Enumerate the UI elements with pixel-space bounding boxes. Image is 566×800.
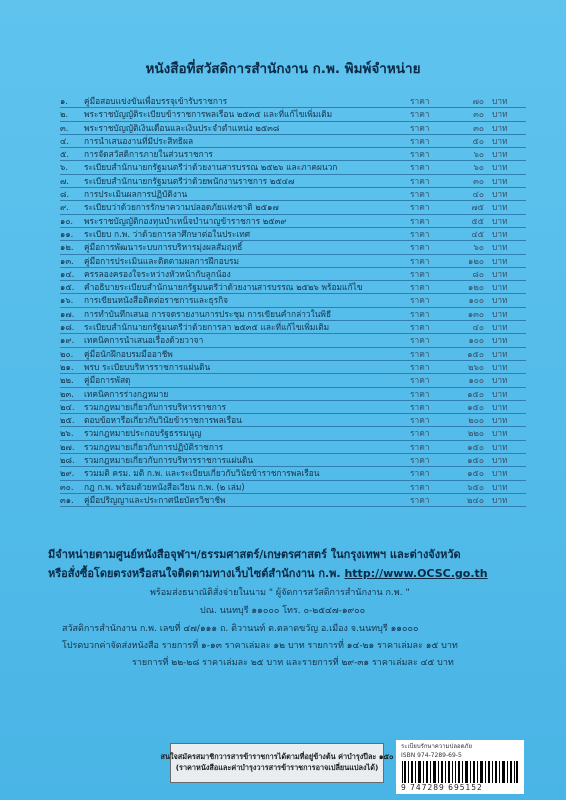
price-label: ราคา — [410, 322, 430, 333]
price-label: ราคา — [410, 441, 430, 452]
book-number: ๒๐. — [60, 348, 74, 359]
subscription-disclaimer: (ราคาหนังสือและค่าบำรุงวารสารข้าราชการอาจเปลี่ยนแปลงได้) — [175, 763, 379, 772]
book-title: คู่มือการประเมินและติดตามผลการฝึกอบรม — [84, 255, 240, 266]
book-number: ๔. — [60, 135, 70, 146]
book-title: การประเมินผลการปฏิบัติงาน — [84, 189, 188, 200]
currency-unit: บาท — [492, 228, 508, 239]
price-label: ราคา — [410, 401, 430, 412]
book-price: ๖๕๐ — [467, 481, 484, 492]
book-number: ๒๒. — [60, 375, 74, 386]
barcode-caption: ระเบียบรักษาความปลอดภัย — [401, 743, 472, 750]
book-row — [60, 481, 526, 494]
book-title: ครรลองครองใจระหว่างหัวหน้ากับลูกน้อง — [84, 268, 231, 279]
book-row — [60, 281, 526, 294]
book-row — [60, 161, 526, 174]
book-title: รวมมติ ครม. มติ ก.พ. และระเบียบเกี่ยวกับวินัยข้าราชการพลเรือน — [84, 468, 320, 479]
book-price: ๗๕ — [471, 202, 484, 213]
currency-unit: บาท — [492, 468, 508, 479]
book-row — [60, 414, 526, 427]
book-price: ๑๓๐ — [467, 308, 484, 319]
book-number: ๓๐. — [60, 481, 74, 492]
book-price: ๒๔๐ — [467, 494, 484, 505]
book-row — [60, 188, 526, 201]
book-number: ๑๕. — [60, 282, 75, 293]
book-row — [60, 108, 526, 121]
book-number: ๒. — [60, 109, 69, 120]
book-row — [60, 401, 526, 414]
page-title: หนังสือที่สวัสดิการสำนักงาน ก.พ. พิมพ์จำหน่าย — [145, 61, 421, 77]
book-number: ๒๑. — [60, 361, 74, 372]
book-row — [60, 95, 526, 108]
book-row — [60, 374, 526, 387]
book-number: ๑๓. — [60, 255, 74, 266]
book-number: ๑๒. — [60, 242, 74, 253]
currency-unit: บาท — [492, 415, 508, 426]
book-price: ๑๕๐ — [467, 468, 484, 479]
currency-unit: บาท — [492, 122, 508, 133]
book-number: ๑๔. — [60, 268, 75, 279]
price-label: ราคา — [410, 202, 430, 213]
book-title: คู่มือนักฝึกอบรมมืออาชีพ — [84, 348, 173, 359]
currency-unit: บาท — [492, 375, 508, 386]
price-label: ราคา — [410, 494, 430, 505]
book-number: ๒๔. — [60, 401, 75, 412]
barcode-icon — [401, 761, 519, 783]
book-number: ๒๖. — [60, 428, 74, 439]
book-title: รวมกฎหมายเกี่ยวกับการบริหารราชการแผ่นดิน — [84, 455, 254, 466]
currency-unit: บาท — [492, 308, 508, 319]
book-title: กฎ ก.พ. พร้อมด้วยหนังสือเวียน ก.พ. (๒ เล่ม) — [84, 481, 245, 492]
book-row — [60, 427, 526, 440]
currency-unit: บาท — [492, 388, 508, 399]
book-price: ๒๖๐ — [468, 361, 484, 372]
barcode-digits: 9 747289 695152 — [401, 783, 483, 792]
book-number: ๒๗. — [60, 441, 75, 452]
currency-unit: บาท — [492, 428, 508, 439]
currency-unit: บาท — [492, 268, 508, 279]
book-row — [60, 241, 526, 254]
book-row — [60, 294, 526, 307]
currency-unit: บาท — [492, 441, 508, 452]
currency-unit: บาท — [492, 242, 508, 253]
availability-note: มีจำหน่ายตามศูนย์หนังสือจุฬาฯ/ธรรมศาสตร์/เกษตรศาสตร์ ในกรุงเทพฯ และต่างจังหวัด — [48, 548, 461, 561]
book-price: ๔๕ — [471, 228, 484, 239]
book-price: ๕๐ — [472, 135, 484, 146]
book-price: ๑๕๐ — [467, 401, 484, 412]
currency-unit: บาท — [492, 295, 508, 306]
book-title: รวมกฎหมายเกี่ยวกับการบริหารราชการ — [84, 401, 226, 412]
book-row — [60, 494, 526, 507]
book-title: คู่มือการพัสดุ — [84, 375, 131, 386]
currency-unit: บาท — [492, 175, 508, 186]
book-price: ๔๐ — [472, 322, 484, 333]
currency-unit: บาท — [492, 494, 508, 505]
book-row — [60, 334, 526, 347]
book-row — [60, 215, 526, 228]
book-price: ๑๕๐ — [467, 455, 484, 466]
book-price: ๖๐ — [473, 162, 484, 173]
book-title: ระเบียบสำนักนายกรัฐมนตรีว่าด้วยงานสารบรรณ ๒๕๒๖ และภาคผนวก — [84, 162, 338, 173]
book-price: ๑๕๐ — [467, 441, 484, 452]
order-note-text: หรือสั่งซื้อโดยตรงหรือสนใจติดตามทางเว็บไซต์สำนักงาน ก.พ. — [48, 567, 341, 580]
book-price: ๑๕๐ — [467, 388, 484, 399]
currency-unit: บาท — [492, 96, 508, 106]
book-price: ๑๐๐ — [468, 375, 484, 386]
currency-unit: บาท — [492, 481, 508, 492]
book-price: ๖๐ — [473, 149, 484, 160]
subscription-text: สนใจสมัครสมาชิกวารสารข้าราชการได้ตามที่อยู่ข้างต้น ค่าบำรุงปีละ ๑๕๐ — [160, 752, 394, 761]
book-price: ๒๒๐ — [467, 428, 484, 439]
barcode-panel — [396, 740, 524, 794]
currency-unit: บาท — [492, 215, 508, 226]
book-row — [60, 148, 526, 161]
book-price: ๓๐ — [473, 109, 484, 120]
currency-unit: บาท — [492, 401, 508, 412]
book-row — [60, 135, 526, 148]
price-label: ราคา — [410, 468, 430, 479]
currency-unit: บาท — [492, 202, 508, 213]
currency-unit: บาท — [492, 335, 508, 346]
price-label: ราคา — [410, 308, 430, 319]
book-number: ๑๑. — [60, 228, 74, 239]
book-number: ๙. — [60, 202, 69, 213]
book-title: คำอธิบายระเบียบสำนักนายกรัฐมนตรีว่าด้วยงานสารบรรณ ๒๕๒๖ พร้อมแก้ไข — [84, 282, 363, 293]
price-label: ราคา — [410, 388, 430, 399]
price-label: ราคา — [410, 215, 430, 226]
book-row — [60, 308, 526, 321]
book-price: ๓๐ — [473, 122, 484, 133]
book-row — [60, 201, 526, 214]
book-title: ระเบียบสำนักนายกรัฐมนตรีว่าด้วยพนักงานราชการ ๒๕๔๗ — [84, 175, 295, 186]
book-price: ๓๐ — [473, 175, 484, 186]
money-order-note: พร้อมส่งธนาณัติสั่งจ่ายในนาม " ผู้จัดการสวัสดิการสำนักงาน ก.พ. " — [150, 588, 410, 598]
book-price: ๘๐ — [472, 268, 484, 279]
currency-unit: บาท — [492, 282, 508, 293]
price-label: ราคา — [410, 361, 430, 372]
book-title: การจัดสวัสดิการภายในส่วนราชการ — [84, 149, 213, 160]
book-row — [60, 388, 526, 401]
book-title: เทคนิคการนำเสนอเรื่องด้วยวาจา — [84, 335, 204, 346]
price-label: ราคา — [410, 255, 430, 266]
postal-phone: ปณ. นนทบุรี ๑๑๐๐๐ โทร. ๐-๒๕๔๗-๑๙๐๐ — [200, 606, 366, 616]
book-number: ๓. — [60, 122, 69, 133]
isbn-label: ISBN 974-7289-69-5 — [401, 752, 462, 759]
book-row — [60, 122, 526, 135]
price-label: ราคา — [410, 282, 430, 293]
price-label: ราคา — [410, 268, 430, 279]
price-label: ราคา — [410, 135, 430, 146]
book-title: พระราชบัญญัติระเบียบข้าราชการพลเรือน ๒๕๓๕ และที่แก้ไขเพิ่มเติม — [84, 109, 333, 120]
book-number: ๑. — [60, 96, 68, 106]
book-price: ๔๐ — [472, 189, 484, 200]
book-price: ๑๕๐ — [467, 348, 484, 359]
order-note — [48, 564, 528, 582]
book-row — [60, 441, 526, 454]
book-price: ๑๒๐ — [468, 282, 484, 293]
book-title: ตอบข้อหารือเกี่ยวกับวินัยข้าราชการพลเรือน — [84, 415, 242, 426]
book-number: ๓๑. — [60, 494, 74, 505]
currency-unit: บาท — [492, 348, 508, 359]
book-number: ๒๓. — [60, 388, 74, 399]
currency-unit: บาท — [492, 135, 508, 146]
price-label: ราคา — [410, 149, 430, 160]
book-price: ๗๐ — [472, 96, 484, 106]
book-price: ๕๕ — [471, 215, 484, 226]
book-title: คู่มือการพัฒนาระบบการบริหารมุ่งผลสัมฤทธิ์ — [84, 242, 243, 253]
price-label: ราคา — [410, 189, 430, 200]
price-label: ราคา — [410, 375, 430, 386]
shipping-note-1: โปรดบวกค่าจัดส่งหนังสือ รายการที่ ๑-๑๓ ราคาเล่มละ ๑๒ บาท รายการที่ ๑๔-๒๑ ราคาเล่มละ ๑๕ บาท — [62, 641, 458, 651]
price-label: ราคา — [410, 162, 430, 173]
price-label: ราคา — [410, 96, 430, 106]
book-title: ระเบียบว่าด้วยการรักษาความปลอดภัยแห่งชาติ ๒๕๑๗ — [84, 202, 279, 213]
book-row — [60, 321, 526, 334]
book-row — [60, 467, 526, 480]
book-title: พระราชบัญญัติเงินเดือนและเงินประจำตำแหน่ง ๒๕๓๘ — [84, 122, 280, 133]
price-label: ราคา — [410, 295, 430, 306]
book-row — [60, 348, 526, 361]
book-number: ๒๕. — [60, 415, 75, 426]
book-title: การนำเสนองานที่มีประสิทธิผล — [84, 135, 194, 146]
book-number: ๑๘. — [60, 322, 75, 333]
shipping-note-2: รายการที่ ๒๒-๒๘ ราคาเล่มละ ๒๕ บาท และรายการที่ ๒๙-๓๑ ราคาเล่มละ ๔๕ บาท — [132, 658, 454, 668]
price-label: ราคา — [410, 122, 430, 133]
book-title: คู่มือปริญญาและประกาศนียบัตรวิชาชีพ — [84, 494, 226, 505]
book-number: ๒๘. — [60, 455, 75, 466]
book-price: ๑๐๐ — [468, 335, 484, 346]
book-number: ๑๙. — [60, 335, 75, 346]
book-row — [60, 175, 526, 188]
book-row — [60, 361, 526, 374]
address-line: สวัสดิการสำนักงาน ก.พ. เลขที่ ๔๗/๑๑๑ ถ. ติวานนท์ ต.ตลาดขวัญ อ.เมือง จ.นนทบุรี ๑๑๐๐๐ — [62, 624, 419, 634]
book-price: ๒๐๐ — [468, 415, 484, 426]
book-title: รวมกฎหมายประกอบรัฐธรรมนูญ — [84, 428, 202, 439]
book-price: ๑๐๐ — [468, 295, 484, 306]
book-title: ระเบียบสำนักนายกรัฐมนตรีว่าด้วยการลา ๒๕๓๕ และที่แก้ไขเพิ่มเติม — [84, 322, 330, 333]
book-number: ๗. — [60, 175, 69, 186]
book-list — [60, 95, 526, 507]
price-label: ราคา — [410, 348, 430, 359]
currency-unit: บาท — [492, 361, 508, 372]
currency-unit: บาท — [492, 149, 508, 160]
currency-unit: บาท — [492, 455, 508, 466]
book-title: การทำบันทึกเสนอ การจดรายงานการประชุม การเขียนคำกล่าวในพิธี — [84, 308, 332, 319]
price-label: ราคา — [410, 335, 430, 346]
price-label: ราคา — [410, 242, 430, 253]
subscription-box — [160, 743, 394, 783]
currency-unit: บาท — [492, 322, 508, 333]
book-row — [60, 255, 526, 268]
price-label: ราคา — [410, 109, 430, 120]
price-label: ราคา — [410, 455, 430, 466]
book-title: รวมกฎหมายเกี่ยวกับการปฏิบัติราชการ — [84, 441, 224, 452]
currency-unit: บาท — [492, 162, 508, 173]
book-title: พระราชบัญญัติกองทุนบำเหน็จบำนาญข้าราชการ ๒๕๓๙ — [84, 215, 287, 226]
currency-unit: บาท — [492, 255, 508, 266]
book-number: ๕. — [60, 149, 70, 160]
book-number: ๑๐. — [60, 215, 74, 226]
book-row — [60, 454, 526, 467]
price-label: ราคา — [410, 481, 430, 492]
book-title: ระเบียบ ก.พ. ว่าด้วยการลาศึกษาต่อในประเทศ — [84, 228, 251, 239]
book-number: ๘. — [60, 189, 70, 200]
currency-unit: บาท — [492, 189, 508, 200]
book-price: ๑๒๐ — [468, 255, 484, 266]
book-title: การเขียนหนังสือติดต่อราชการและธุรกิจ — [84, 295, 229, 306]
book-number: ๑๗. — [60, 308, 75, 319]
book-title: พรบ ระเบียบบริหารราชการแผ่นดิน — [84, 361, 211, 372]
website-link[interactable]: http://www.OCSC.go.th — [344, 567, 488, 580]
book-title: เทคนิคการร่างกฎหมาย — [84, 388, 169, 399]
currency-unit: บาท — [492, 109, 508, 120]
book-row — [60, 228, 526, 241]
book-number: ๒๙. — [60, 468, 75, 479]
price-label: ราคา — [410, 175, 430, 186]
price-label: ราคา — [410, 428, 430, 439]
book-title: คู่มือสอบแข่งขันเพื่อบรรจุเข้ารับราชการ — [84, 96, 228, 106]
price-label: ราคา — [410, 415, 430, 426]
book-row — [60, 268, 526, 281]
price-label: ราคา — [410, 228, 430, 239]
book-number: ๑๖. — [60, 295, 74, 306]
book-number: ๖. — [60, 162, 68, 173]
book-price: ๖๐ — [473, 242, 484, 253]
